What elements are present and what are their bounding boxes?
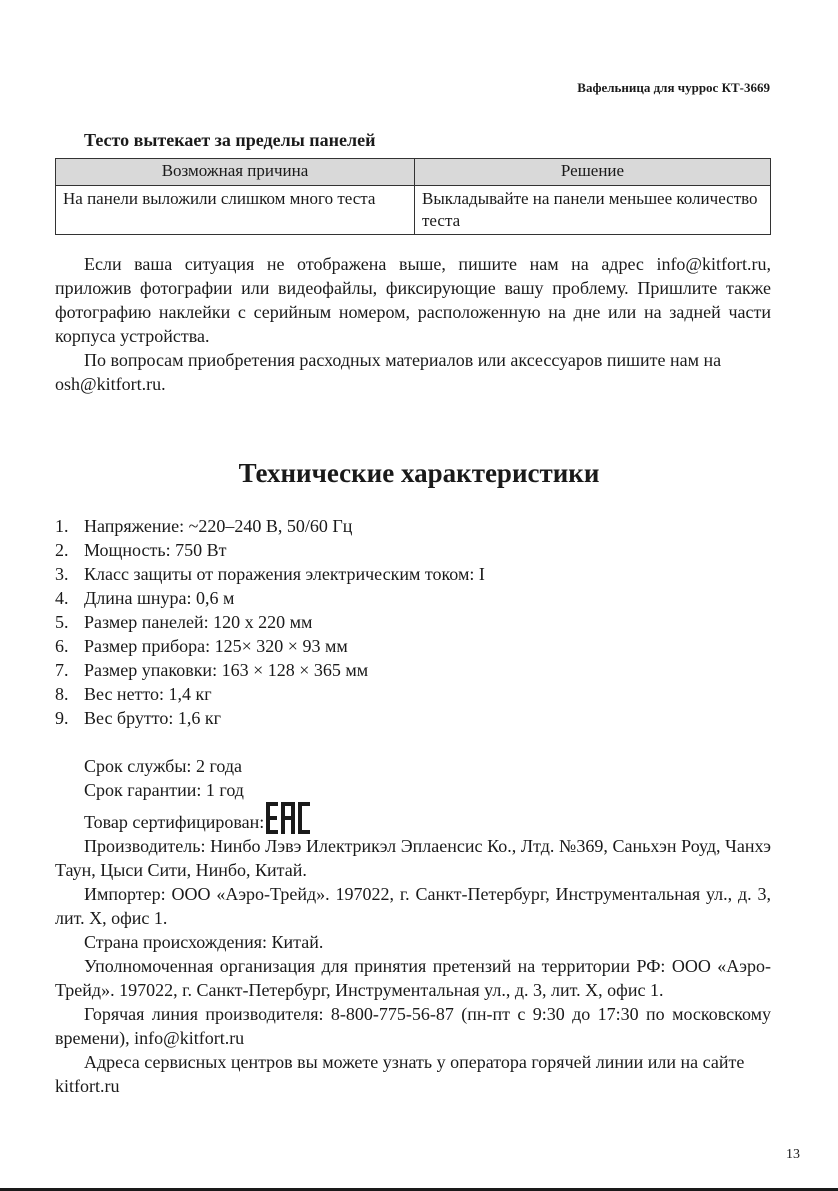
trouble-section-title: Тесто вытекает за пределы панелей	[84, 130, 376, 150]
list-item	[55, 658, 485, 682]
cell-cause: На панели выложили слишком много теста	[56, 186, 415, 235]
column-header-cause: Возможная причина	[56, 159, 415, 186]
list-item-number: 7.	[55, 660, 69, 680]
authorized-org-text: Уполномоченная организация для принятия претензий на территории РФ: ООО «Аэро-Трейд». 197022, г. Санкт-Петербург, Инструментальная ул., д. 3, лит. Х, офис 1.	[55, 956, 771, 1000]
list-item	[55, 562, 485, 586]
table-row	[56, 186, 771, 235]
list-item-text: Класс защиты от поражения электрическим током: I	[84, 564, 485, 584]
contact-paragraphs	[55, 252, 771, 396]
list-item-number: 8.	[55, 684, 69, 704]
list-item-text: Вес нетто: 1,4 кг	[84, 684, 212, 704]
list-item-number: 2.	[55, 540, 69, 560]
product-info	[55, 754, 771, 1098]
warranty-text: Срок гарантии: 1 год	[84, 780, 244, 800]
list-item-number: 6.	[55, 636, 69, 656]
list-item	[55, 706, 485, 730]
running-header: Вафельница для чуррос КТ-3669	[577, 80, 770, 95]
list-item	[55, 610, 485, 634]
table-header-row	[56, 159, 771, 186]
list-item-number: 1.	[55, 516, 69, 536]
eac-certification-icon	[266, 802, 310, 834]
list-item	[55, 682, 485, 706]
list-item	[55, 514, 485, 538]
list-item	[55, 634, 485, 658]
origin-text: Страна происхождения: Китай.	[84, 932, 324, 952]
cell-solution: Выкладывайте на панели меньшее количество теста	[415, 186, 771, 235]
list-item-number: 5.	[55, 612, 69, 632]
troubleshooting-table	[55, 158, 771, 235]
service-centers-text: Адреса сервисных центров вы можете узнать у оператора горячей линии или на сайте kitfort.ru	[55, 1052, 745, 1096]
list-item	[55, 586, 485, 610]
list-item-text: Размер панелей: 120 х 220 мм	[84, 612, 313, 632]
list-item-number: 9.	[55, 708, 69, 728]
list-item-number: 3.	[55, 564, 69, 584]
specs-title: Технические характеристики	[238, 458, 600, 488]
list-item	[55, 538, 485, 562]
paragraph-accessories: По вопросам приобретения расходных материалов или аксессуаров пишите нам на osh@kitfort.ru.	[55, 350, 722, 394]
list-item-text: Размер упаковки: 163 × 128 × 365 мм	[84, 660, 369, 680]
manufacturer-text: Производитель: Нинбо Лэвэ Илектрикэл Эплаенсис Ко., Лтд. №369, Саньхэн Роуд, Чанхэ Таун, Цыси Сити, Нинбо, Китай.	[55, 836, 771, 880]
list-item-text: Длина шнура: 0,6 м	[84, 588, 235, 608]
list-item-text: Напряжение: ~220–240 В, 50/60 Гц	[84, 516, 353, 536]
paragraph-contact-support: Если ваша ситуация не отображена выше, пишите нам на адрес info@kitfort.ru, приложив фотографии или видеофайлы, фиксирующие вашу проблему. Пришлите также фотографию наклейки с серийным номером, расположенную на дне или на задней части корпуса устройства.	[55, 254, 771, 346]
list-item-text: Размер прибора: 125× 320 × 93 мм	[84, 636, 348, 656]
certified-text: Товар сертифицирован:	[84, 812, 265, 832]
specs-list	[55, 514, 485, 730]
certification-line	[55, 802, 771, 834]
page-number: 13	[786, 1147, 800, 1162]
hotline-text: Горячая линия производителя: 8-800-775-56-87 (пн-пт с 9:30 до 17:30 по московскому времени), info@kitfort.ru	[55, 1004, 771, 1048]
list-item-text: Вес брутто: 1,6 кг	[84, 708, 221, 728]
list-item-text: Мощность: 750 Вт	[84, 540, 227, 560]
service-life-text: Срок службы: 2 года	[84, 756, 243, 776]
list-item-number: 4.	[55, 588, 69, 608]
importer-text: Импортер: ООО «Аэро-Трейд». 197022, г. Санкт-Петербург, Инструментальная ул., д. 3, лит. Х, офис 1.	[55, 884, 771, 928]
column-header-solution: Решение	[415, 159, 771, 186]
